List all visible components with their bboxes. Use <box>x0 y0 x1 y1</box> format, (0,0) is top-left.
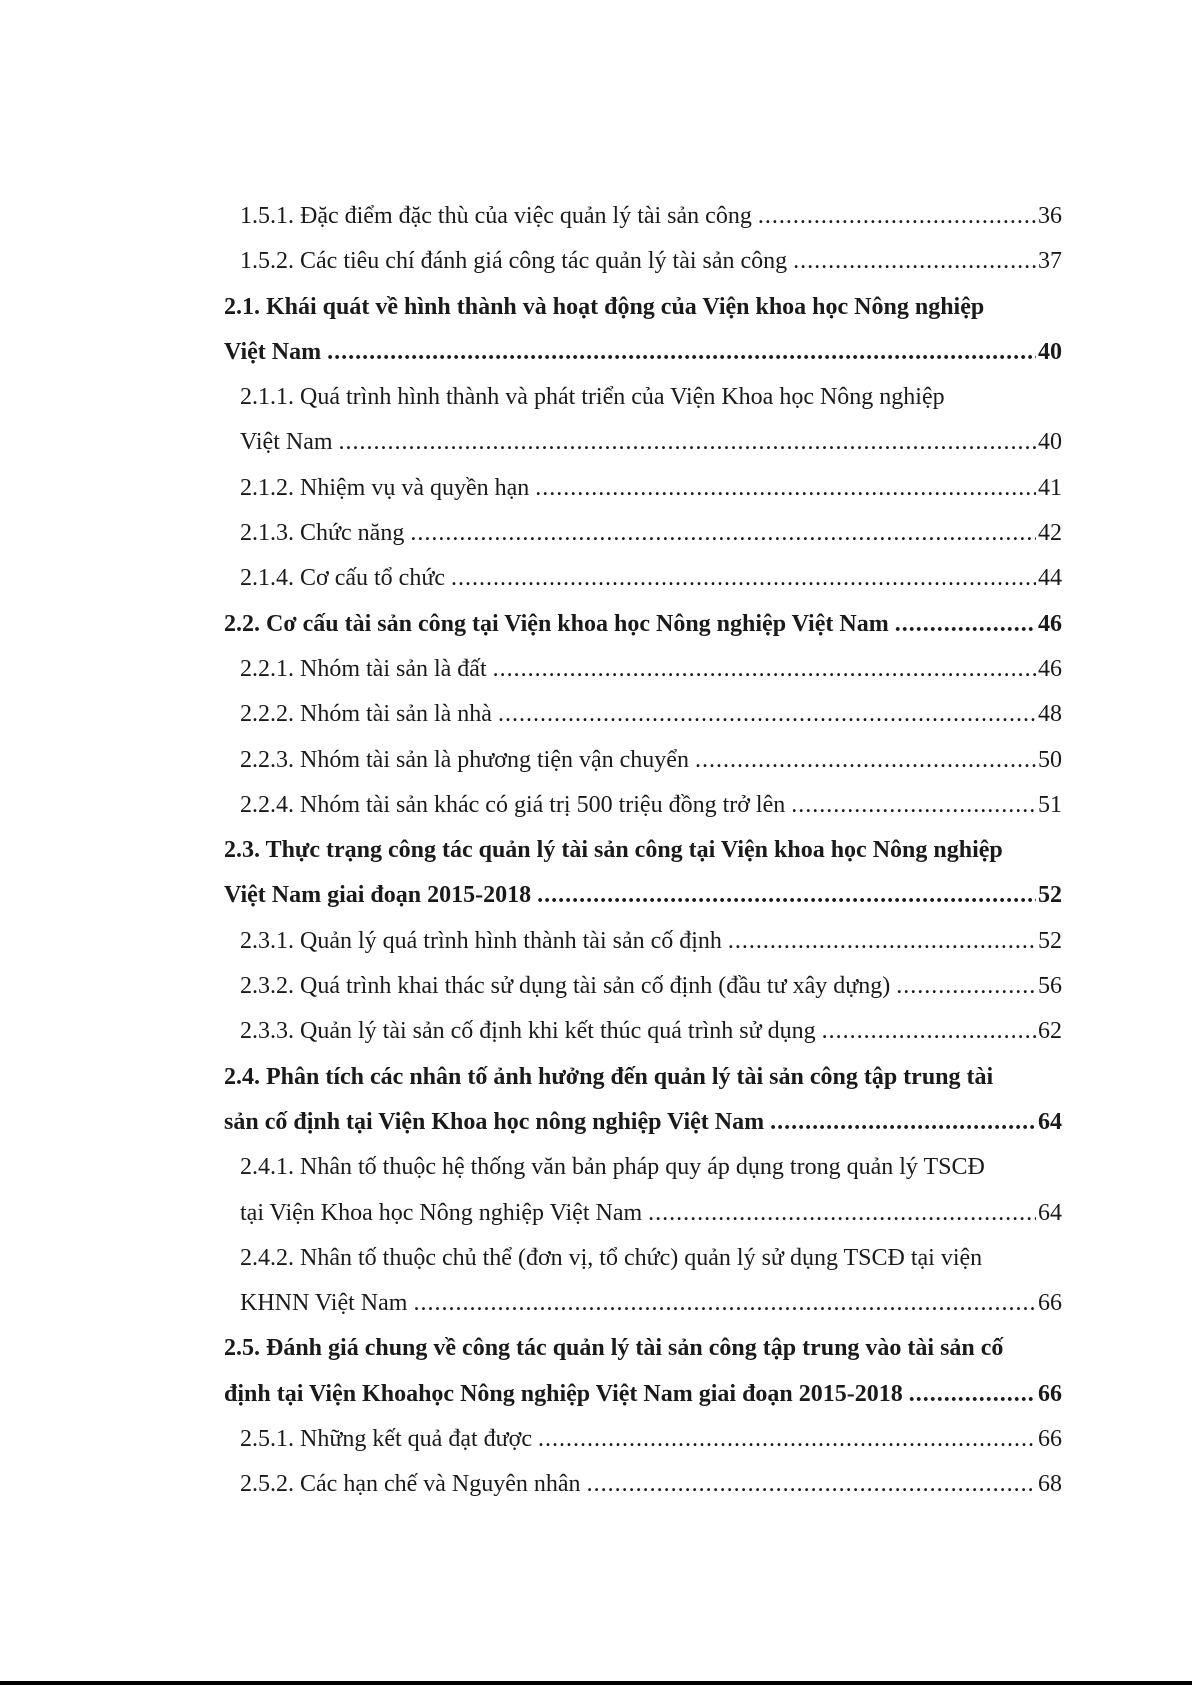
toc-entry-title: 2.3.1. Quản lý quá trình hình thành tài sản cố định <box>240 927 722 954</box>
toc-entry-title: 2.2. Cơ cấu tài sản công tại Viện khoa học Nông nghiệp Việt Nam <box>224 610 889 637</box>
toc-page-number: 52 <box>1038 927 1062 954</box>
toc-page-number: 40 <box>1038 429 1062 456</box>
toc-entry[interactable] <box>0 194 1062 239</box>
toc-page-number: 66 <box>1038 1380 1062 1407</box>
table-of-contents <box>0 194 1192 1508</box>
toc-entry[interactable] <box>0 375 1062 420</box>
dot-leader <box>895 602 1036 647</box>
toc-entry[interactable] <box>0 420 1062 465</box>
toc-entry[interactable] <box>0 873 1062 918</box>
toc-page-number: 37 <box>1038 248 1062 275</box>
toc-entry-title: 2.5.2. Các hạn chế và Nguyên nhân <box>240 1471 581 1498</box>
dot-leader <box>493 647 1036 692</box>
toc-entry[interactable] <box>0 239 1062 284</box>
toc-page-number: 66 <box>1038 1290 1062 1317</box>
toc-entry-title: Việt Nam giai đoạn 2015-2018 <box>224 882 532 909</box>
dot-leader <box>793 239 1036 284</box>
dot-leader <box>535 466 1036 511</box>
toc-entry-title: 2.4.2. Nhân tố thuộc chủ thể (đơn vị, tổ chức) quản lý sử dụng TSCĐ tại viện <box>240 1244 983 1271</box>
toc-entry[interactable] <box>0 285 1062 330</box>
dot-leader <box>587 1462 1036 1507</box>
toc-entry-title: KHNN Việt Nam <box>240 1290 408 1317</box>
dot-leader <box>413 1281 1036 1326</box>
toc-page-number: 44 <box>1038 565 1062 592</box>
toc-entry-title: 1.5.2. Các tiêu chí đánh giá công tác quản lý tài sản công <box>240 248 788 275</box>
toc-entry-title: Việt Nam <box>224 338 322 365</box>
toc-entry[interactable] <box>0 692 1062 737</box>
dot-leader <box>896 964 1036 1009</box>
toc-entry[interactable] <box>0 828 1062 873</box>
toc-entry-title: 2.3.3. Quản lý tài sản cố định khi kết thúc quá trình sử dụng <box>240 1018 816 1045</box>
toc-entry[interactable] <box>0 1191 1062 1236</box>
toc-entry[interactable] <box>0 964 1062 1009</box>
toc-page-number: 41 <box>1038 474 1062 501</box>
toc-page-number: 50 <box>1038 746 1062 773</box>
toc-page-number: 46 <box>1038 610 1062 637</box>
toc-entry[interactable] <box>0 511 1062 556</box>
toc-entry[interactable] <box>0 647 1062 692</box>
toc-entry-title: Việt Nam <box>240 429 333 456</box>
dot-leader <box>909 1372 1036 1417</box>
dot-leader <box>695 738 1036 783</box>
toc-entry[interactable] <box>0 1326 1062 1371</box>
dot-leader <box>770 1100 1036 1145</box>
toc-entry-title: 2.1.2. Nhiệm vụ và quyền hạn <box>240 474 530 501</box>
toc-entry-title: 2.4.1. Nhân tố thuộc hệ thống văn bản pháp quy áp dụng trong quản lý TSCĐ <box>240 1154 985 1181</box>
dot-leader <box>791 783 1036 828</box>
toc-entry[interactable] <box>0 1236 1062 1281</box>
toc-entry[interactable] <box>0 330 1062 375</box>
toc-entry-title: 2.2.1. Nhóm tài sản là đất <box>240 655 487 682</box>
toc-entry[interactable] <box>0 1009 1062 1054</box>
toc-entry[interactable] <box>0 783 1062 828</box>
toc-entry-title: 2.4. Phân tích các nhân tố ảnh hưởng đến quản lý tài sản công tập trung tài <box>224 1063 994 1090</box>
toc-page-number: 68 <box>1038 1471 1062 1498</box>
toc-entry[interactable] <box>0 1417 1062 1462</box>
toc-entry[interactable] <box>0 1100 1062 1145</box>
dot-leader <box>728 919 1036 964</box>
dot-leader <box>327 330 1036 375</box>
toc-entry-title: 2.1.4. Cơ cấu tổ chức <box>240 565 445 592</box>
dot-leader <box>822 1009 1036 1054</box>
toc-entry-title: 2.5. Đánh giá chung về công tác quản lý tài sản công tập trung vào tài sản cố <box>224 1335 1004 1362</box>
dot-leader <box>339 420 1036 465</box>
toc-entry-title: 2.2.4. Nhóm tài sản khác có giá trị 500 triệu đồng trở lên <box>240 791 786 818</box>
toc-entry-title: 2.2.2. Nhóm tài sản là nhà <box>240 701 492 728</box>
dot-leader <box>537 873 1036 918</box>
dot-leader <box>538 1417 1036 1462</box>
toc-entry-title: 2.3. Thực trạng công tác quản lý tài sản công tại Viện khoa học Nông nghiệp <box>224 837 1003 864</box>
toc-entry-title: 1.5.1. Đặc điểm đặc thù của việc quản lý tài sản công <box>240 203 752 229</box>
toc-entry-title: 2.2.3. Nhóm tài sản là phương tiện vận chuyển <box>240 746 689 773</box>
dot-leader <box>410 511 1036 556</box>
toc-page-number: 52 <box>1038 882 1062 909</box>
toc-entry-title: 2.1. Khái quát về hình thành và hoạt động của Viện khoa học Nông nghiệp <box>224 293 985 320</box>
toc-page-number: 64 <box>1038 1199 1062 1226</box>
toc-entry[interactable] <box>0 1462 1062 1507</box>
toc-entry-title: 2.5.1. Những kết quả đạt được <box>240 1426 532 1453</box>
toc-entry-title: định tại Viện Khoahọc Nông nghiệp Việt Nam giai đoạn 2015-2018 <box>224 1380 903 1407</box>
page-bottom-rule <box>0 1681 1192 1685</box>
toc-entry-title: 2.1.3. Chức năng <box>240 520 405 547</box>
toc-page-number: 66 <box>1038 1426 1062 1453</box>
toc-entry[interactable] <box>0 602 1062 647</box>
toc-entry-title: 2.3.2. Quá trình khai thác sử dụng tài sản cố định (đầu tư xây dựng) <box>240 973 891 1000</box>
dot-leader <box>758 194 1036 239</box>
dot-leader <box>498 692 1036 737</box>
toc-entry[interactable] <box>0 1372 1062 1417</box>
toc-page-number: 40 <box>1038 338 1062 365</box>
toc-entry-title: 2.1.1. Quá trình hình thành và phát triển của Viện Khoa học Nông nghiệp <box>240 384 945 411</box>
toc-entry[interactable] <box>0 738 1062 783</box>
toc-entry-title: tại Viện Khoa học Nông nghiệp Việt Nam <box>240 1199 643 1226</box>
toc-page-number: 46 <box>1038 655 1062 682</box>
toc-entry[interactable] <box>0 1281 1062 1326</box>
toc-entry[interactable] <box>0 919 1062 964</box>
toc-entry[interactable] <box>0 556 1062 601</box>
toc-entry[interactable] <box>0 466 1062 511</box>
toc-page-number: 51 <box>1038 791 1062 818</box>
toc-page-number: 36 <box>1038 203 1062 229</box>
toc-entry[interactable] <box>0 1145 1062 1190</box>
dot-leader <box>451 556 1036 601</box>
toc-entry[interactable] <box>0 1055 1062 1100</box>
dot-leader <box>648 1191 1036 1236</box>
toc-page-number: 42 <box>1038 520 1062 547</box>
toc-entry-title: sản cố định tại Viện Khoa học nông nghiệp Việt Nam <box>224 1108 765 1135</box>
toc-page-number: 62 <box>1038 1018 1062 1045</box>
toc-page-number: 56 <box>1038 973 1062 1000</box>
toc-page-number: 48 <box>1038 701 1062 728</box>
toc-page-number: 64 <box>1038 1108 1062 1135</box>
